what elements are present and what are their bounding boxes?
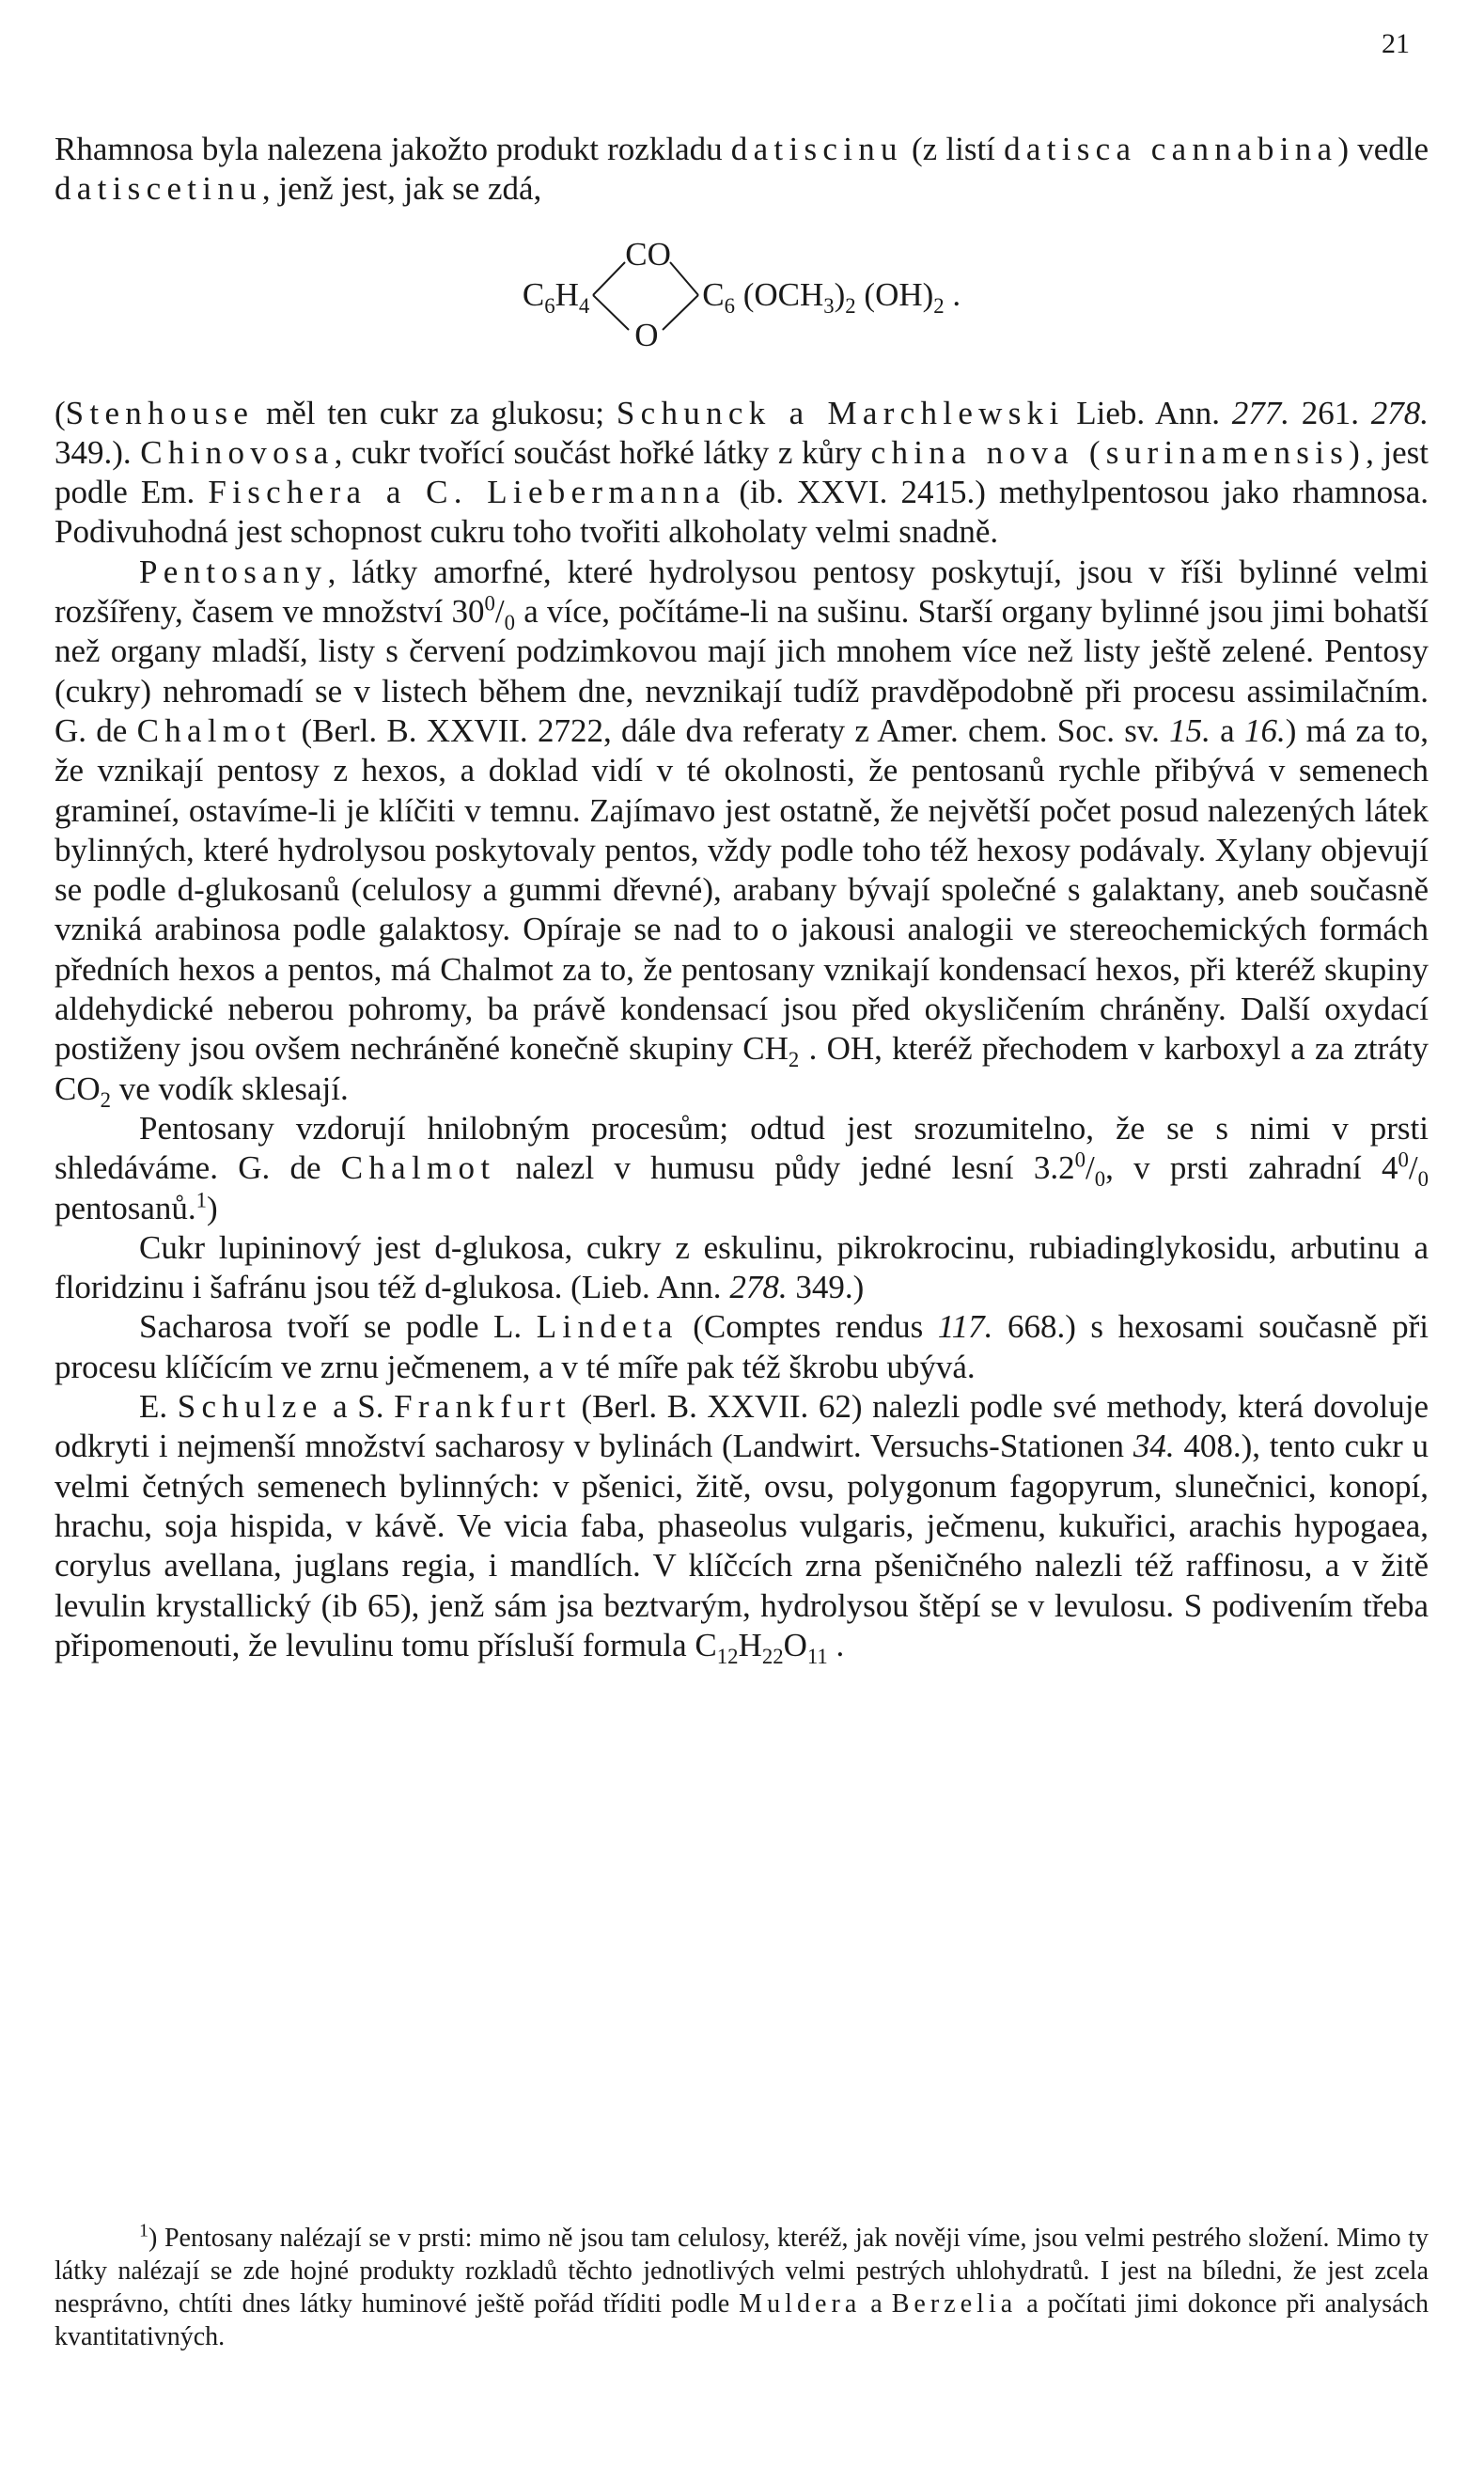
text: (ib. XXVI. 2415.) methylpentosou jako rhamnosa. Podivuhodná jest schopnost cukru toho tvořiti alkoholaty velmi snadně.: [55, 474, 1429, 551]
formula-sub: 2: [788, 1048, 800, 1072]
author-name: Berzelia: [891, 2289, 1018, 2319]
volume-number: 277.: [1231, 394, 1289, 431]
term: Pentosany: [139, 553, 328, 590]
oxygen-bridge: O: [634, 316, 659, 353]
text: 261.: [1289, 394, 1371, 431]
author-name: Schunck a Marchlewski: [616, 394, 1065, 431]
text: Lieb. Ann.: [1064, 394, 1232, 431]
percent-sub: 0: [1094, 1167, 1106, 1192]
text: ve vodík sklesají.: [111, 1070, 349, 1107]
text: Cukr lupininový jest d-glukosa, cukry z eskulinu, pikrokrocinu, rubiadinglykosidu, arbutinu a floridzinu i šafránu jsou též d-glukosa. (Lieb. Ann.: [55, 1228, 1429, 1306]
author-name: Frankfurt: [394, 1388, 571, 1426]
paragraph-sacharosa: [55, 1307, 1429, 1387]
author-name: Fischera a C. Liebermanna: [208, 474, 726, 511]
text: a více, počítáme-li na sušinu. Starší organy bylinné jsou jimi bohatší než organy mladší, listy s červení podzimkovou mají jich mnohem více než listy ještě zelené. Pentosy (cukry) nehromadí se v listech během dne, nevznikají tudíž pravděpodobně při procesu assimilačním. G. de: [55, 593, 1429, 749]
intro-text: Rhamnosa byla nalezena jakožto produkt rozkladu: [55, 131, 731, 167]
formula-sub: 12: [716, 1644, 739, 1668]
text: (Berl. B. XXVII. 62) nalezli podle své methody, která dovoluje odkryti i nejmenší množství sacharosy v bylinách (Landwirt. Versuchs-Stationen: [55, 1388, 1429, 1465]
author-name: Muldera: [739, 2289, 862, 2319]
text: a počítati jimi dokonce při analysách kvantitativných.: [55, 2289, 1429, 2351]
text: dále dva: [620, 711, 734, 749]
formula-part: .: [944, 275, 961, 313]
text: 349.).: [55, 433, 141, 471]
term-datiscetin: datiscetinu: [55, 170, 262, 208]
author-name: Chalmot: [340, 1149, 496, 1187]
formula-sub: 22: [761, 1644, 784, 1668]
page-body: [55, 130, 1429, 1668]
author-name: Stenhouse: [65, 394, 255, 431]
term-datisca: datisca cannabina: [1004, 131, 1338, 167]
text: ) má za to, že vznikají pentosy z hexos, a doklad vidí v té okolnosti, že pentosanů rychle přibývá v semenech gramineí, ostavíme-li je klíčiti v temnu. Zajímavo jest ostatně, že největší počet posud nalezených látek bylinných, které hydrolysou poskytovaly pentos, vždy podle toho též hexosy podávaly. Xylany objevují se podle d-glukosanů (celulosy a gummi dřevné), arabany bývají společné s galaktany, aneb současně vzniká arabinosa podle galaktosy. Opíraje se nad to o jakousi analogii ve stereochemických formách předních hexos a pentos, má Chalmot za to, že pentosany vznikají kondensací hexos, při kteréž skupiny aldehydické neberou pohromy, ba právě kondensací jsou před okysličením chráněny. Další oxydací postiženy jsou ovšem nechráněné konečně skupiny CH: [55, 711, 1429, 1068]
paragraph-stenhouse: [55, 394, 1429, 553]
text: referaty z Amer. chem. Soc. sv.: [733, 711, 1170, 749]
text: 668.) s hexosami současně při procesu klíčícím ve zrnu ječmenem, a v té míře pak též škrobu ubývá.: [55, 1308, 1429, 1385]
author-name: Schulze: [177, 1388, 323, 1426]
text: 408.), tento cukr u velmi četných semenech bylinných: v pšenici, žitě, ovsu, polygonum fagopyrum, slunečnici, konopí, hrachu, soja hispida, v kávě. Ve vicia faba, phaseolus vulgaris, ječmenu, kukuřici, arachis hypogaea, corylus avellana, juglans regia, i mandlích. V klíčcích zrna pšeničného nalezli též raffinosu, a v žitě levulin krystallický (ib 65), jenž sám jsa beztvarým, hydrolysou štěpí se v levulosu. S podivením třeba připomenouti, že levulinu tomu přísluší formula C: [55, 1428, 1429, 1663]
text: H: [738, 1626, 762, 1663]
percent-sup: 0: [1074, 1148, 1086, 1172]
term-datiscin: datiscinu: [730, 131, 903, 167]
text: .: [827, 1626, 845, 1663]
text: (: [55, 394, 66, 431]
formula-sub: 4: [578, 293, 590, 318]
formula-sub: 2: [933, 293, 945, 318]
intro-paragraph: [55, 130, 1429, 210]
footnote-mark: 1: [139, 2220, 148, 2241]
formula-sub: 2: [100, 1087, 111, 1112]
intro-text: ) vedle: [1337, 131, 1429, 167]
formula-sub: 6: [724, 293, 735, 318]
text: ) Pentosany nalézají se v prsti: mimo ně jsou tam celulosy, kteréž, jak nověji víme, jsou velmi pestrého složení. Mimo ty látky nalézají se zde hojné produkty rozkladů těchto jednotlivých velmi pestrých uhlohydratů. I jest na bíledni, že jest zcela nesprávno, chtíti dnes látky huminové ještě pořád tříditi podle: [55, 2224, 1429, 2319]
volume-number: 278.: [729, 1269, 788, 1306]
text: a: [1210, 711, 1244, 749]
formula-part: ): [834, 275, 846, 313]
text: , v prsti zahradní 4: [1105, 1149, 1398, 1187]
text: pentosanů.: [55, 1189, 196, 1226]
author-name: Lindeta: [536, 1308, 679, 1346]
percent-sup: 0: [484, 591, 495, 616]
text: Pentosany vzdorují hnilobným procesům; odtud jest srozumitelno, že se s nimi v prsti shledáváme. G. de: [55, 1109, 1429, 1187]
formula-sub: 2: [845, 293, 856, 318]
percent-sup: 0: [1398, 1148, 1409, 1172]
chemical-formula: [55, 215, 1429, 375]
text: nalezl v humusu půdy jedné lesní 3.2: [495, 1149, 1075, 1187]
paragraph-humus: Pentosany vzdorují hnilobným procesům; odtud jest srozumitelno, že se s nimi v prsti shledáváme. G. de Chalmot nalezl v humusu půdy jedné lesní $3.2^0/_0$, v prsti zahradní $4^0/_0$ pentosanů.$^1$): [55, 1109, 1429, 1226]
formula-part: C: [702, 275, 725, 313]
footnote-text: [55, 2222, 1429, 2353]
text: a: [861, 2289, 892, 2319]
paragraph-schulze: [55, 1387, 1429, 1668]
volume-number: 16.: [1243, 711, 1286, 749]
text: , cukr tvořící součást hořké látky z kůry: [334, 433, 871, 471]
paragraph-lupinin: [55, 1228, 1429, 1308]
page-number: 21: [1382, 28, 1410, 59]
footnote-reference[interactable]: 1: [195, 1187, 208, 1211]
volume-number: 15.: [1169, 711, 1211, 749]
percent-sub: 0: [504, 611, 515, 635]
carbonyl-group: CO: [625, 235, 671, 273]
author-name: Chalmot: [136, 711, 292, 749]
text: , látky amorfné, které hydrolysou pentosy poskytují, jsou v říši bylinné velmi rozšířeny, časem ve množství 30: [55, 553, 1429, 631]
formula-sub: 6: [544, 293, 555, 318]
percent-sub: 0: [1417, 1167, 1429, 1192]
text: O: [783, 1626, 807, 1663]
text: Sacharosa tvoří se podle L.: [139, 1308, 537, 1346]
text: , jest podle Em.: [55, 433, 1429, 511]
formula-bridge: [589, 225, 702, 366]
volume-number: 34.: [1133, 1428, 1175, 1465]
formula-sub: 11: [806, 1644, 828, 1668]
text: ): [207, 1189, 218, 1226]
formula-right: [702, 275, 961, 318]
formula-sub: 3: [823, 293, 835, 318]
text: (Comptes rendus: [678, 1308, 938, 1346]
footnote: [55, 2222, 1429, 2353]
formula-part: H: [555, 275, 579, 313]
term: Chinovosa: [140, 433, 335, 471]
volume-number: 278.: [1370, 394, 1429, 431]
formula-part: (OH): [855, 275, 934, 313]
text: měl ten cukr za glukosu;: [254, 394, 617, 431]
intro-text: (z listí: [902, 131, 1005, 167]
text: (Berl. B. XXVII. 2722,: [291, 711, 621, 749]
text: a S.: [322, 1388, 395, 1426]
formula-part: (OCH: [734, 275, 824, 313]
volume-number: 117.: [937, 1308, 993, 1346]
text: 349.): [787, 1269, 865, 1306]
formula-left: [522, 275, 590, 318]
formula-part: C: [522, 275, 545, 313]
text: E.: [139, 1388, 178, 1426]
paragraph-pentosany: Pentosany, látky amorfné, které hydrolysou pentosy poskytují, jsou v říši bylinné velmi rozšířeny, časem ve množství $30^0/_0$ a více, počítáme-li na sušinu. Starší organy bylinné jsou jimi bohatší než organy mladší, listy s červení podzimkovou mají jich mnohem více než listy ještě zelené. Pentosy (cukry) nehromadí se v listech během dne, nevznikají tudíž pravděpodobně při procesu assimilačním. G. de Chalmot (Berl. B. XXVII. 2722, dále dva referaty z Amer. chem. Soc. sv. 15. a 16.) má za to, že vznikají pentosy z hexos, a doklad vidí v té okolnosti, že pentosanů rychle přibývá v semenech gramineí, ostavíme-li je klíčiti v temnu. Zajímavo jest ostatně, že největší počet posud nalezených látek bylinných, které hydrolysou poskytovaly pentos, vždy podle toho též hexosy podávaly. Xylany objevují se podle d-glukosanů (celulosy a gummi dřevné), arabany bývají společné s galaktany, aneb současně vzniká arabinosa podle galaktosy. Opíraje se nad to o jakousi analogii ve stereochemických formách předních hexos a pentos, má Chalmot za to, že pentosany vznikají kondensací hexos, při kteréž skupiny aldehydické neberou pohromy, ba právě kondensací jsou před okysličením chráněny. Další oxydací postiženy jsou ovšem nechráněné konečně skupiny $CH_2$ . OH, kteréž přechodem v karboxyl a za ztráty $CO_2$ ve vodík sklesají.: [55, 553, 1429, 1112]
term: china nova (surinamensis): [870, 433, 1367, 471]
text: . OH, kteréž přechodem v karboxyl a za ztráty CO: [55, 1030, 1429, 1107]
intro-text: , jenž jest, jak se zdá,: [261, 170, 542, 208]
